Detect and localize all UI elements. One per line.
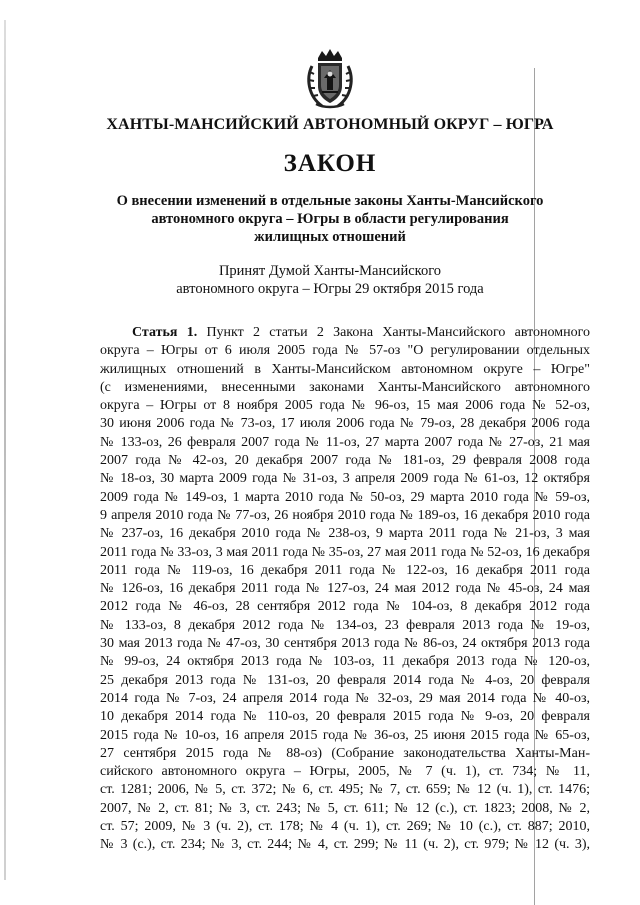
coat-of-arms-emblem: [304, 48, 356, 110]
article-line: 30 мая 2013 года № 47-оз, 30 сентября 2013 года № 86-оз, 24 октября 2013 года: [100, 636, 590, 652]
article-line: 25 декабря 2013 года № 131-оз, 20 февраля 2014 года № 4-оз, 20 февраля: [100, 672, 590, 688]
article-line: 2011 года № 119-оз, 16 декабря 2011 года № 122-оз, 16 декабря 2011 года: [100, 562, 590, 578]
adoption-note: [80, 262, 580, 298]
article-line: № 126-оз, 16 декабря 2011 года № 127-оз, 24 мая 2012 года № 45-оз, 24 мая: [100, 581, 590, 597]
law-title-line: автономного округа – Югры в области регулирования: [151, 211, 509, 227]
article-line: 2009 года № 149-оз, 1 марта 2010 года № 50-оз, 29 марта 2010 года № 59-оз,: [100, 489, 590, 505]
law-title-line: О внесении изменений в отдельные законы Ханты-Мансийского: [116, 193, 544, 209]
article-line: 10 декабря 2014 года № 110-оз, 20 февраля 2015 года № 9-оз, 20 февраля: [100, 709, 590, 725]
article-line: № 133-оз, 26 февраля 2007 года № 11-оз, 27 марта 2007 года № 27-оз, 21 мая: [100, 434, 590, 450]
article-line: 30 июня 2006 года № 73-оз, 17 июля 2006 года № 79-оз, 28 декабря 2006 года: [100, 416, 590, 432]
article-line: № 99-оз, 24 октября 2013 года № 103-оз, 11 декабря 2013 года № 120-оз,: [100, 654, 590, 670]
article-line: № 133-оз, 8 декабря 2012 года № 134-оз, 23 февраля 2013 года № 19-оз,: [100, 617, 590, 633]
article-line: 2015 года № 10-оз, 16 апреля 2015 года № 36-оз, 25 июня 2015 года № 65-оз,: [100, 727, 590, 743]
article-line: 2012 года № 46-оз, 28 сентября 2012 года № 104-оз, 8 декабря 2012 года: [100, 599, 590, 615]
law-title-line: жилищных отношений: [254, 229, 406, 245]
article-line: (с изменениями, внесенными законами Ханты-Мансийского автономного: [100, 379, 590, 395]
article-line: ст. 57; 2009, № 3 (ч. 2), ст. 178; № 4 (ч. 1), ст. 269; № 10 (с.), ст. 887; 2010,: [100, 819, 590, 835]
article-line: округа – Югры от 6 июля 2005 года № 57-оз "О регулировании отдельных: [100, 343, 590, 359]
article-line: [100, 324, 590, 342]
article-line: 9 апреля 2010 года № 77-оз, 26 ноября 2010 года № 189-оз, 16 декабря 2010 года: [100, 507, 590, 523]
article-label: Статья 1.: [132, 325, 198, 340]
article-line: ст. 1281; 2006, № 5, ст. 372; № 6, ст. 495; № 7, ст. 659; № 12 (ч. 1), ст. 1476;: [100, 782, 590, 798]
article-line: жилищных отношений в Ханты-Мансийском автономном округе – Югре": [100, 361, 590, 377]
article-line: № 3 (с.), ст. 234; № 3, ст. 244; № 4, ст. 299; № 11 (ч. 2), ст. 979; № 12 (ч. 3),: [100, 837, 590, 853]
article-line: 2007, № 2, ст. 81; № 3, ст. 243; № 5, ст. 611; № 12 (с.), ст. 1823; 2008, № 2,: [100, 800, 590, 816]
document-type-heading: ЗАКОН: [283, 150, 377, 177]
article-line: № 18-оз, 30 марта 2009 года № 31-оз, 3 апреля 2009 года № 61-оз, 12 октября: [100, 471, 590, 487]
adoption-note-line: автономного округа – Югры 29 октября 2015 года: [176, 281, 484, 297]
article-line: 27 сентября 2015 года № 88-оз) (Собрание законодательства Ханты-Ман-: [100, 745, 590, 761]
article-1-text: [100, 324, 590, 855]
article-line: 2011 года № 33-оз, 3 мая 2011 года № 35-оз, 27 мая 2011 года № 52-оз, 16 декабря: [100, 544, 590, 560]
region-heading: ХАНТЫ-МАНСИЙСКИЙ АВТОНОМНЫЙ ОКРУГ – ЮГРА: [106, 116, 554, 133]
scan-edge-shadow: [4, 20, 6, 880]
article-line: сийского автономного округа – Югры, 2005, № 7 (ч. 1), ст. 734; № 11,: [100, 764, 590, 780]
adoption-note-line: Принят Думой Ханты-Мансийского: [218, 263, 442, 279]
article-line: 2007 года № 42-оз, 20 декабря 2007 года № 181-оз, 29 февраля 2008 года: [100, 453, 590, 469]
law-title: [80, 192, 580, 246]
article-line-text: Пункт 2 статьи 2 Закона Ханты-Мансийского автономного: [197, 325, 590, 340]
article-line: № 237-оз, 16 декабря 2010 года № 238-оз, 9 марта 2011 года № 21-оз, 3 мая: [100, 526, 590, 542]
article-line: округа – Югры от 8 ноября 2005 года № 96-оз, 15 мая 2006 года № 52-оз,: [100, 398, 590, 414]
article-line: 2014 года № 7-оз, 24 апреля 2014 года № 32-оз, 29 мая 2014 года № 40-оз,: [100, 690, 590, 706]
